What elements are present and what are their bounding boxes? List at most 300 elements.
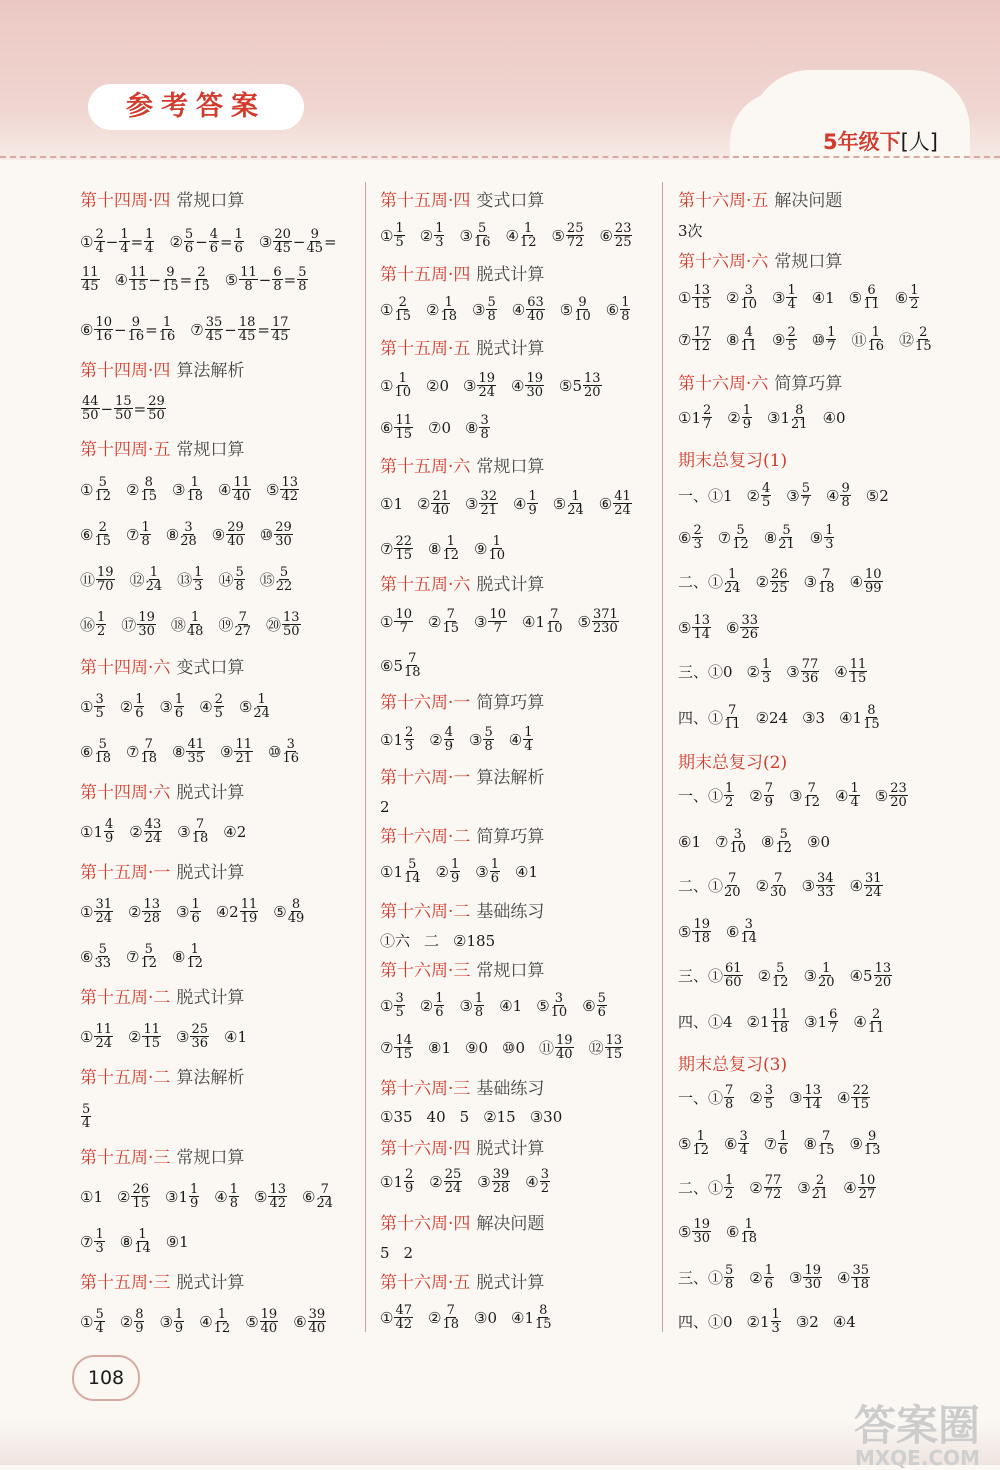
answer-item: ④ $\frac{2}{5}$ <box>199 692 223 721</box>
answer-item: 一、① $\frac{7}{8}$ <box>678 1083 734 1112</box>
answer-line <box>678 524 849 551</box>
answer-item: ⑥5 $\frac{7}{18}$ <box>380 651 421 680</box>
fraction: $\frac{11}{15}$ <box>849 657 867 686</box>
answer-item: ③ $\frac{25}{36}$ <box>176 1022 208 1051</box>
section-topic: 常规口算 <box>176 191 245 211</box>
answer-line <box>678 404 860 431</box>
answer-item: ③0 <box>474 1308 497 1327</box>
fraction: $\frac{1}{12}$ <box>692 1129 709 1158</box>
section-heading <box>380 956 544 981</box>
answer-item: ⑥ $\frac{5}{18}$ <box>80 737 111 766</box>
answer-item: ⑦ $\frac{1}{8}$ <box>126 520 150 549</box>
answer-line <box>380 372 617 399</box>
answer-item: 二、① $\frac{1}{24}$ <box>678 567 741 596</box>
answer-line <box>678 1130 895 1157</box>
fraction: $\frac{19}{40}$ <box>260 1307 278 1336</box>
fraction: $\frac{5}{16}$ <box>473 221 491 250</box>
answer-item: ③1 $\frac{1}{9}$ <box>165 1182 199 1211</box>
answer-item: ① $\frac{47}{42}$ <box>380 1303 412 1332</box>
answer-item: ⑤ $\frac{13}{42}$ <box>266 475 298 504</box>
answer-item: ⑤ $\frac{6}{11}$ <box>848 283 880 312</box>
answer-item: ② $\frac{3}{10}$ <box>726 283 757 312</box>
answer-item: ③ $\frac{19}{24}$ <box>463 371 495 400</box>
fraction: $\frac{1}{3}$ <box>435 221 444 250</box>
answer-item: ⑤ $\frac{19}{40}$ <box>245 1307 278 1336</box>
section-topic: 基础练习 <box>476 1079 545 1099</box>
section-week: 第十四周·五 <box>80 440 171 460</box>
answer-item: ④ $\frac{35}{18}$ <box>837 1263 870 1292</box>
fraction: $\frac{1}{12}$ <box>186 942 203 971</box>
answer-item: 一、①1 <box>678 487 733 505</box>
answer-item: ③2 <box>795 1312 819 1331</box>
section-heading <box>80 1063 244 1088</box>
fraction: $\frac{9}{13}$ <box>863 1129 881 1158</box>
answer-item: ② $\frac{11}{15}$ <box>128 1022 160 1051</box>
fraction: $\frac{5}{12}$ <box>772 961 789 990</box>
answer-item: ①35 <box>380 1108 413 1126</box>
fraction: $\frac{10}{99}$ <box>865 567 882 596</box>
answer-item: ⑫ $\frac{13}{15}$ <box>588 1033 623 1062</box>
fraction: $\frac{29}{50}$ <box>148 394 165 423</box>
answer-item: ④1 $\frac{8}{15}$ <box>839 703 880 732</box>
answer-item: ⑧ $\frac{41}{35}$ <box>172 737 204 766</box>
column-divider-1 <box>365 182 366 1332</box>
answer-item: ③ $\frac{5}{16}$ <box>459 221 491 250</box>
section-heading <box>380 763 544 788</box>
fraction: $\frac{1}{9}$ <box>528 489 537 518</box>
fraction: $\frac{7}{10}$ <box>546 607 563 636</box>
answer-item: ④ $\frac{19}{30}$ <box>511 371 543 400</box>
fraction: $\frac{1}{16}$ <box>158 315 176 344</box>
fraction: $\frac{1}{48}$ <box>186 610 204 639</box>
page-number: 108 <box>72 1355 140 1401</box>
fraction: $\frac{39}{28}$ <box>492 1167 510 1196</box>
fraction: $\frac{4}{5}$ <box>762 481 771 510</box>
fraction: $\frac{1}{6}$ <box>435 991 444 1020</box>
answer-item: ⑨1 <box>165 1232 189 1251</box>
answer-item: ⑨ $\frac{29}{40}$ <box>211 520 244 549</box>
answer-item: ④1 <box>811 288 835 307</box>
section-heading <box>380 260 544 285</box>
fraction: $\frac{39}{40}$ <box>308 1307 326 1336</box>
answer-item: ⑧ $\frac{5}{12}$ <box>761 827 792 856</box>
fraction: $\frac{14}{15}$ <box>395 1033 412 1062</box>
fraction: $\frac{9}{8}$ <box>841 481 850 510</box>
fraction: $\frac{1}{10}$ <box>488 534 505 563</box>
answer-item: ⑥ $\frac{11}{15}$ <box>380 413 412 442</box>
answer-item: ③ $\frac{1}{6}$ <box>475 857 500 886</box>
section-week: 第十四周·四 <box>80 361 171 381</box>
fraction: $\frac{1}{20}$ <box>818 961 835 990</box>
section-heading <box>678 1050 787 1075</box>
fraction: $\frac{77}{36}$ <box>801 657 819 686</box>
answer-line <box>678 284 934 311</box>
fraction: $\frac{5}{6}$ <box>184 227 194 256</box>
answer-item: ④ $\frac{2}{11}$ <box>853 1007 885 1036</box>
answer-item: ③ $\frac{5}{7}$ <box>786 481 811 510</box>
answer-item: ⑳ $\frac{13}{50}$ <box>265 610 300 639</box>
fraction: $\frac{1}{18}$ <box>740 1217 757 1246</box>
answer-item: ⑧ $\frac{3}{28}$ <box>165 520 197 549</box>
answer-item: ④1 <box>515 862 539 881</box>
answer-item: ⑭ $\frac{5}{8}$ <box>218 565 244 594</box>
fraction: $\frac{2}{15}$ <box>193 265 210 294</box>
fraction: $\frac{13}{42}$ <box>281 475 298 504</box>
answer-line <box>80 521 308 548</box>
answer-item: ① $\frac{11}{24}$ <box>80 1022 112 1051</box>
fraction: $\frac{5}{21}$ <box>778 523 795 552</box>
fraction: $\frac{5}{4}$ <box>95 1307 104 1336</box>
section-topic: 脱式计算 <box>476 575 545 595</box>
answer-item: ⑪ $\frac{19}{70}$ <box>80 565 114 594</box>
fraction: $\frac{1}{4}$ <box>787 283 796 312</box>
fraction: $\frac{7}{15}$ <box>442 607 459 636</box>
answer-item: ③ $\frac{1}{4}$ <box>772 283 796 312</box>
answer-item: ②1 $\frac{1}{3}$ <box>746 1307 780 1336</box>
fraction: $\frac{32}{21}$ <box>480 489 497 518</box>
fraction: $\frac{13}{20}$ <box>874 961 892 990</box>
section-topic: 脱式计算 <box>176 783 245 803</box>
answer-item: ⑬ $\frac{1}{3}$ <box>177 565 203 594</box>
fraction: $\frac{1}{6}$ <box>234 227 243 256</box>
section-week: 期末总复习(2) <box>678 753 788 773</box>
fraction: $\frac{5}{4}$ <box>82 1102 91 1131</box>
answer-item: 3次 <box>678 222 703 240</box>
fraction: $\frac{13}{15}$ <box>605 1033 623 1062</box>
section-topic: 算法解析 <box>476 768 545 788</box>
section-week: 第十五周·四 <box>380 265 471 285</box>
fraction: $\frac{1}{16}$ <box>867 325 885 354</box>
answer-item: ⑥ $\frac{2}{3}$ <box>678 523 702 552</box>
answer-item: 二 <box>424 932 440 950</box>
answer-line <box>678 1308 870 1335</box>
answer-item: ⑤ $\frac{19}{18}$ <box>678 917 710 946</box>
fraction: $\frac{1}{12}$ <box>519 221 537 250</box>
fraction: $\frac{23}{20}$ <box>890 781 907 810</box>
answer-item: ④ $\frac{10}{99}$ <box>849 567 882 596</box>
section-week: 第十六周·二 <box>380 902 471 922</box>
answer-item: 2 <box>403 1244 414 1262</box>
answer-line <box>80 566 307 593</box>
fraction: $\frac{1}{4}$ <box>145 227 154 256</box>
fraction: $\frac{11}{15}$ <box>395 413 412 442</box>
fraction: $\frac{7}{12}$ <box>803 781 821 810</box>
answer-item: ⑤ $\frac{23}{20}$ <box>874 781 907 810</box>
answer-line <box>678 482 903 509</box>
fraction: $\frac{7}{9}$ <box>764 781 774 810</box>
fraction: $\frac{11}{24}$ <box>95 1022 112 1051</box>
answer-item: ④ $\frac{1}{12}$ <box>505 221 537 250</box>
fraction: $\frac{1}{4}$ <box>120 227 129 256</box>
fraction: $\frac{4}{6}$ <box>209 227 219 256</box>
fraction: $\frac{2}{15}$ <box>94 520 111 549</box>
answer-item: ③ $\frac{2}{21}$ <box>797 1173 829 1202</box>
fraction: $\frac{7}{27}$ <box>234 610 251 639</box>
section-heading <box>380 1268 544 1293</box>
fraction: $\frac{11}{8}$ <box>240 265 257 294</box>
section-topic: 脱式计算 <box>176 863 245 883</box>
fraction: $\frac{20}{45}$ <box>274 227 291 256</box>
section-week: 第十六周·四 <box>380 1214 471 1234</box>
answer-item: ③ $\frac{1}{9}$ <box>159 1307 184 1336</box>
fraction: $\frac{6}{11}$ <box>863 283 880 312</box>
answer-item: ① $\frac{3}{5}$ <box>80 692 104 721</box>
watermark <box>853 1401 980 1470</box>
answer-line <box>678 704 895 731</box>
fraction: $\frac{15}{50}$ <box>115 394 132 423</box>
answer-item: ⑫ $\frac{1}{24}$ <box>129 565 163 594</box>
section-heading <box>80 1143 244 1168</box>
fraction: $\frac{19}{24}$ <box>478 371 495 400</box>
fraction: $\frac{11}{15}$ <box>130 265 147 294</box>
answer-item: 四、①0 <box>678 1313 733 1331</box>
section-week: 第十五周·二 <box>80 988 171 1008</box>
fraction: $\frac{3}{5}$ <box>95 692 104 721</box>
answer-item: ④1 <box>224 1027 247 1046</box>
fraction: $\frac{1}{3}$ <box>771 1307 780 1336</box>
answer-line <box>80 316 305 343</box>
section-heading <box>678 247 842 272</box>
answer-line <box>678 828 844 855</box>
section-week: 第十五周·三 <box>80 1273 171 1293</box>
fraction: $\frac{3}{8}$ <box>480 413 489 442</box>
answer-item: ⑯ $\frac{1}{2}$ <box>80 610 106 639</box>
answer-item: ⑧ $\frac{1}{14}$ <box>119 1227 151 1256</box>
section-heading <box>80 983 244 1008</box>
section-week: 第十五周·三 <box>80 1148 171 1168</box>
answer-item: ② $\frac{1}{6}$ <box>119 692 144 721</box>
answer-item: ③ $\frac{1}{18}$ <box>172 475 203 504</box>
answer-item: ② $\frac{3}{5}$ <box>749 1083 774 1112</box>
fraction: $\frac{3}{16}$ <box>282 737 299 766</box>
fraction: $\frac{1}{18}$ <box>186 475 203 504</box>
answer-line <box>80 1228 203 1255</box>
answer-item: ② $\frac{1}{18}$ <box>426 295 457 324</box>
answer-item: ① $\frac{1}{5}$ <box>380 221 404 250</box>
watermark-main: 答案圈 <box>853 1401 980 1450</box>
section-week: 第十六周·四 <box>380 1139 471 1159</box>
fraction: $\frac{5}{8}$ <box>484 725 493 754</box>
answer-line <box>380 1034 638 1061</box>
section-week: 第十六周·三 <box>380 961 471 981</box>
fraction: $\frac{1}{2}$ <box>97 610 106 639</box>
section-topic: 简算巧算 <box>774 374 843 394</box>
fraction: $\frac{1}{9}$ <box>190 1182 199 1211</box>
answer-item: ② $\frac{1}{3}$ <box>746 657 771 686</box>
section-week: 期末总复习(1) <box>678 451 788 471</box>
answer-item: ② $\frac{1}{6}$ <box>749 1263 774 1292</box>
answer-item: ②185 <box>453 931 496 950</box>
answer-item: ⑦ $\frac{22}{15}$ <box>380 534 412 563</box>
answer-item: ① $\frac{5}{4}$ <box>80 1307 104 1336</box>
fraction: $\frac{1}{2}$ <box>725 1173 734 1202</box>
answer-item: ② $\frac{25}{24}$ <box>429 1167 462 1196</box>
answer-line <box>380 858 552 885</box>
fraction: $\frac{3}{10}$ <box>729 827 746 856</box>
answer-item: ⑤2 <box>865 486 889 505</box>
answer-line <box>380 608 634 635</box>
answer-line <box>678 568 898 595</box>
fraction: $\frac{2}{7}$ <box>703 403 712 432</box>
fraction: $\frac{63}{40}$ <box>527 295 544 324</box>
answer-item: ② $\frac{1}{3}$ <box>419 221 444 250</box>
fraction: $\frac{2}{4}$ <box>95 227 104 256</box>
answer-item: ① $\frac{5}{12}$ <box>80 475 111 504</box>
fraction: $\frac{3}{10}$ <box>740 283 757 312</box>
fraction: $\frac{2}{3}$ <box>405 725 414 754</box>
answer-item: ③ $\frac{7}{12}$ <box>789 781 821 810</box>
fraction: $\frac{5}{8}$ <box>235 565 244 594</box>
answer-item: ③ $\frac{10}{7}$ <box>474 607 506 636</box>
fraction: $\frac{35}{18}$ <box>852 1263 870 1292</box>
fraction: $\frac{1}{6}$ <box>174 692 184 721</box>
fraction: $\frac{8}{9}$ <box>135 1307 144 1336</box>
fraction: $\frac{2}{5}$ <box>787 325 796 354</box>
answer-item: ⑦ $\frac{5}{12}$ <box>126 942 157 971</box>
fraction: $\frac{1}{24}$ <box>253 692 270 721</box>
fraction: $\frac{5}{14}$ <box>404 857 421 886</box>
fraction: $\frac{26}{25}$ <box>771 567 788 596</box>
answer-line <box>380 1304 567 1331</box>
answer-item: ⑩ $\frac{1}{7}$ <box>811 325 836 354</box>
answer-line <box>380 726 548 753</box>
answer-item: ⑥ $\frac{5}{6}$ <box>582 991 606 1020</box>
answer-item: ② $\frac{4}{5}$ <box>746 481 771 510</box>
section-topic: 简算巧算 <box>476 827 545 847</box>
fraction: $\frac{19}{30}$ <box>138 610 155 639</box>
section-topic: 算法解析 <box>176 1068 245 1088</box>
answer-line <box>80 818 260 845</box>
fraction: $\frac{3}{10}$ <box>550 991 568 1020</box>
fraction: $\frac{1}{24}$ <box>145 565 163 594</box>
fraction: $\frac{1}{3}$ <box>762 657 771 686</box>
answer-item: ④0 <box>822 408 846 427</box>
fraction: $\frac{17}{45}$ <box>271 315 289 344</box>
answer-item: ⑦ $\frac{1}{3}$ <box>80 1227 104 1256</box>
answer-item: 5 <box>459 1108 470 1126</box>
fraction: $\frac{7}{18}$ <box>191 817 209 846</box>
section-heading <box>80 653 244 678</box>
answer-item: ⑦ $\frac{35}{45}$ − $\frac{18}{45}$ = $\frac{17}{45}$ <box>190 315 289 344</box>
answer-item: ⑨ $\frac{11}{21}$ <box>220 737 252 766</box>
answer-line <box>80 738 314 765</box>
fraction: $\frac{1}{12}$ <box>442 534 459 563</box>
answer-item: ①1 <box>380 494 403 513</box>
fraction: $\frac{1}{6}$ <box>135 692 144 721</box>
answer-item: ⑤5 $\frac{13}{20}$ <box>559 371 601 400</box>
answer-item: ② $\frac{21}{40}$ <box>417 489 449 518</box>
section-week: 第十四周·四 <box>80 191 171 211</box>
answer-item: ④ $\frac{1}{9}$ <box>513 489 537 518</box>
answer-item: 5 <box>380 1244 390 1262</box>
fraction: $\frac{1}{24}$ <box>724 567 741 596</box>
answer-line <box>678 220 717 241</box>
fraction: $\frac{1}{14}$ <box>134 1227 151 1256</box>
answer-item: 40 <box>426 1108 446 1126</box>
answer-item: ⑧ $\frac{1}{12}$ <box>428 534 459 563</box>
fraction: $\frac{7}{18}$ <box>818 567 835 596</box>
section-week: 第十五周·五 <box>380 339 471 359</box>
fraction: $\frac{1}{24}$ <box>567 489 584 518</box>
answer-item: ⑤ $\frac{1}{24}$ <box>552 489 584 518</box>
answer-item: ③ $\frac{77}{36}$ <box>786 657 819 686</box>
fraction: $\frac{2}{11}$ <box>867 1007 885 1036</box>
fraction: $\frac{1}{3}$ <box>825 523 834 552</box>
fraction: $\frac{8}{15}$ <box>863 703 880 732</box>
answer-item: ② $\frac{8}{15}$ <box>126 475 157 504</box>
fraction: $\frac{31}{24}$ <box>865 871 882 900</box>
section-week: 第十五周·六 <box>380 575 471 595</box>
answer-item: ⑨ $\frac{1}{10}$ <box>474 534 505 563</box>
answer-item: ⑦ $\frac{5}{12}$ <box>717 523 749 552</box>
fraction: $\frac{1}{3}$ <box>194 565 203 594</box>
answer-item: ③ $\frac{1}{20}$ <box>803 961 835 990</box>
answer-line <box>380 930 509 951</box>
section-heading <box>80 778 244 803</box>
section-heading <box>80 858 244 883</box>
answer-item: ④ $\frac{1}{4}$ <box>508 725 533 754</box>
fraction: $\frac{1}{12}$ <box>213 1307 231 1336</box>
answer-item: ⑦ $\frac{14}{15}$ <box>380 1033 412 1062</box>
answer-item: ⑨ $\frac{2}{5}$ <box>772 325 796 354</box>
answer-line <box>380 535 520 562</box>
fraction: $\frac{3}{28}$ <box>180 520 197 549</box>
fraction: $\frac{3}{4}$ <box>739 1129 748 1158</box>
answer-line <box>380 1168 565 1195</box>
section-topic: 常规口算 <box>476 457 545 477</box>
answer-item: ④5 $\frac{13}{20}$ <box>849 961 892 990</box>
column-divider-2 <box>662 182 663 1332</box>
fraction: $\frac{7}{18}$ <box>404 651 421 680</box>
section-topic: 解决问题 <box>774 191 843 211</box>
fraction: $\frac{2}{5}$ <box>214 692 223 721</box>
fraction: $\frac{5}{22}$ <box>275 565 293 594</box>
answer-item: ①六 <box>380 932 411 950</box>
section-heading <box>80 186 244 211</box>
fraction: $\frac{1}{4}$ <box>524 725 533 754</box>
answer-line <box>678 1008 899 1035</box>
fraction: $\frac{7}{30}$ <box>770 871 787 900</box>
grade-label <box>823 126 938 156</box>
answer-item: ④ $\frac{3}{2}$ <box>525 1167 550 1196</box>
answer-line <box>380 490 647 517</box>
section-topic: 解决问题 <box>476 1214 545 1234</box>
fraction: $\frac{10}{16}$ <box>95 315 112 344</box>
answer-item: ③1 $\frac{8}{21}$ <box>767 403 808 432</box>
answer-item: ⑥ $\frac{10}{16}$ − $\frac{9}{16}$ = $\frac{1}{16}$ <box>80 315 176 344</box>
answer-item: ⑥1 <box>678 832 701 851</box>
fraction: $\frac{1}{8}$ <box>474 991 484 1020</box>
answer-item: ④ $\frac{31}{24}$ <box>849 871 882 900</box>
answer-item: ② $\frac{5}{12}$ <box>757 961 789 990</box>
fraction: $\frac{1}{8}$ <box>621 295 630 324</box>
grade-main: 5年级下 <box>822 130 901 154</box>
answer-item: ① $\frac{2}{4}$ − $\frac{1}{4}$ = $\frac{1}{4}$ <box>80 227 154 256</box>
answer-item: ④ $\frac{1}{12}$ <box>199 1307 231 1336</box>
fraction: $\frac{25}{36}$ <box>191 1022 208 1051</box>
answer-item: ③ $\frac{1}{6}$ <box>176 897 200 926</box>
answer-item: ①1 $\frac{4}{9}$ <box>80 817 114 846</box>
answer-item: ⑦ $\frac{1}{6}$ <box>763 1129 788 1158</box>
fraction: $\frac{1}{9}$ <box>174 1307 184 1336</box>
fraction: $\frac{11}{45}$ <box>82 265 99 294</box>
answer-item: ⑥ $\frac{7}{24}$ <box>302 1182 334 1211</box>
answer-item: ② $\frac{26}{15}$ <box>117 1182 149 1211</box>
fraction: $\frac{1}{2}$ <box>910 283 919 312</box>
answer-line <box>380 296 645 323</box>
answer-item: ②24 <box>755 708 789 727</box>
answer-line <box>80 1183 348 1210</box>
